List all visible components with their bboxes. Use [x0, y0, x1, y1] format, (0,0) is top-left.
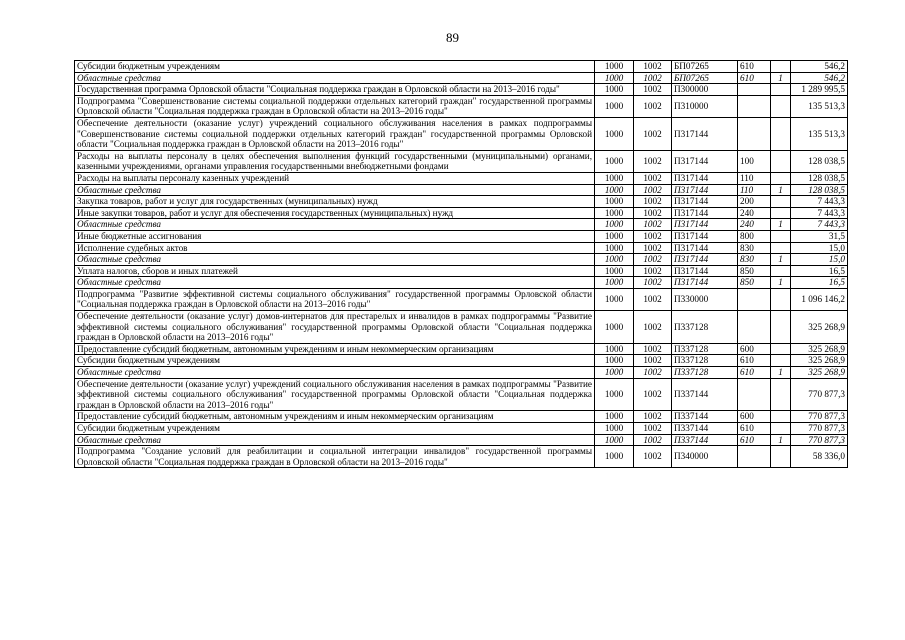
row-amount-cell: 770 877,3 [791, 378, 848, 411]
table-row [75, 95, 848, 117]
row-source-cell [771, 411, 791, 423]
row-source-cell [771, 311, 791, 344]
row-section-cell: 1000 [595, 172, 634, 184]
budget-table [74, 60, 848, 468]
row-section-cell: 1000 [595, 84, 634, 96]
table-row [75, 230, 848, 242]
row-target-cell: П300000 [672, 84, 738, 96]
row-type-cell: 240 [738, 207, 771, 219]
row-target-cell: БП07265 [672, 61, 738, 73]
row-type-cell: 610 [738, 423, 771, 435]
table-row [75, 355, 848, 367]
row-target-cell: П317144 [672, 196, 738, 208]
row-amount-cell: 325 268,9 [791, 367, 848, 379]
row-section-cell: 1000 [595, 61, 634, 73]
row-name-cell: Предоставление субсидий бюджетным, автономным учреждениям и иным некоммерческим организациям [75, 411, 595, 423]
row-subsection-cell: 1002 [634, 411, 672, 423]
row-source-cell: 1 [771, 219, 791, 231]
row-source-cell [771, 230, 791, 242]
row-subsection-cell: 1002 [634, 367, 672, 379]
row-name-cell: Областные средства [75, 367, 595, 379]
row-subsection-cell: 1002 [634, 277, 672, 289]
table-row [75, 343, 848, 355]
row-type-cell [738, 311, 771, 344]
row-subsection-cell: 1002 [634, 150, 672, 172]
row-source-cell: 1 [771, 72, 791, 84]
row-target-cell: БП07265 [672, 72, 738, 84]
row-type-cell: 830 [738, 242, 771, 254]
row-name-cell: Подпрограмма "Развитие эффективной системы социального обслуживания" государственной программы Орловской области "Социальная поддержка граждан в Орловской области на 2013–2016 годы" [75, 288, 595, 310]
row-target-cell: П337128 [672, 367, 738, 379]
row-name-cell: Областные средства [75, 434, 595, 446]
row-subsection-cell: 1002 [634, 265, 672, 277]
row-subsection-cell: 1002 [634, 184, 672, 196]
row-name-cell: Обеспечение деятельности (оказание услуг) учреждений социального обслуживания населения в рамках подпрограммы "Развитие эффективной системы социального обслуживания" государственной программы Орловской области "Социальная поддержка граждан в Орловской области на 2013–2016 годы" [75, 378, 595, 411]
row-type-cell [738, 288, 771, 310]
row-type-cell: 600 [738, 411, 771, 423]
row-name-cell: Иные бюджетные ассигнования [75, 230, 595, 242]
row-target-cell: П317144 [672, 277, 738, 289]
row-amount-cell: 15,0 [791, 242, 848, 254]
row-source-cell [771, 196, 791, 208]
row-type-cell [738, 378, 771, 411]
row-target-cell: П317144 [672, 265, 738, 277]
row-amount-cell: 128 038,5 [791, 172, 848, 184]
row-section-cell: 1000 [595, 343, 634, 355]
table-row [75, 117, 848, 150]
row-subsection-cell: 1002 [634, 434, 672, 446]
row-target-cell: П337144 [672, 378, 738, 411]
row-type-cell [738, 95, 771, 117]
row-source-cell: 1 [771, 254, 791, 266]
row-name-cell: Областные средства [75, 184, 595, 196]
row-target-cell: П310000 [672, 95, 738, 117]
row-target-cell: П317144 [672, 219, 738, 231]
row-section-cell: 1000 [595, 355, 634, 367]
row-section-cell: 1000 [595, 219, 634, 231]
row-target-cell: П337128 [672, 355, 738, 367]
row-target-cell: П337128 [672, 311, 738, 344]
row-type-cell: 800 [738, 230, 771, 242]
row-target-cell: П317144 [672, 172, 738, 184]
row-source-cell: 1 [771, 277, 791, 289]
row-name-cell: Субсидии бюджетным учреждениям [75, 61, 595, 73]
row-target-cell: П317144 [672, 150, 738, 172]
row-amount-cell: 135 513,3 [791, 95, 848, 117]
row-section-cell: 1000 [595, 446, 634, 468]
row-target-cell: П337144 [672, 411, 738, 423]
table-row [75, 288, 848, 310]
row-subsection-cell: 1002 [634, 230, 672, 242]
row-section-cell: 1000 [595, 367, 634, 379]
row-amount-cell: 31,5 [791, 230, 848, 242]
row-amount-cell: 770 877,3 [791, 434, 848, 446]
table-row [75, 172, 848, 184]
row-section-cell: 1000 [595, 423, 634, 435]
row-subsection-cell: 1002 [634, 242, 672, 254]
row-type-cell: 100 [738, 150, 771, 172]
row-section-cell: 1000 [595, 150, 634, 172]
row-name-cell: Закупка товаров, работ и услуг для государственных (муниципальных) нужд [75, 196, 595, 208]
row-section-cell: 1000 [595, 288, 634, 310]
row-type-cell: 610 [738, 367, 771, 379]
row-type-cell: 610 [738, 61, 771, 73]
row-subsection-cell: 1002 [634, 378, 672, 411]
row-amount-cell: 128 038,5 [791, 184, 848, 196]
row-source-cell: 1 [771, 184, 791, 196]
row-target-cell: П317144 [672, 184, 738, 196]
table-row [75, 196, 848, 208]
row-amount-cell: 128 038,5 [791, 150, 848, 172]
row-amount-cell: 16,5 [791, 277, 848, 289]
row-section-cell: 1000 [595, 311, 634, 344]
row-amount-cell: 325 268,9 [791, 355, 848, 367]
row-section-cell: 1000 [595, 411, 634, 423]
row-subsection-cell: 1002 [634, 61, 672, 73]
row-target-cell: П317144 [672, 117, 738, 150]
row-section-cell: 1000 [595, 277, 634, 289]
row-section-cell: 1000 [595, 265, 634, 277]
row-section-cell: 1000 [595, 117, 634, 150]
row-section-cell: 1000 [595, 207, 634, 219]
row-name-cell: Субсидии бюджетным учреждениям [75, 423, 595, 435]
table-row [75, 72, 848, 84]
row-target-cell: П317144 [672, 254, 738, 266]
table-row [75, 411, 848, 423]
table-row [75, 277, 848, 289]
row-subsection-cell: 1002 [634, 117, 672, 150]
table-row [75, 423, 848, 435]
row-subsection-cell: 1002 [634, 172, 672, 184]
row-section-cell: 1000 [595, 378, 634, 411]
row-target-cell: П317144 [672, 207, 738, 219]
row-target-cell: П340000 [672, 446, 738, 468]
row-name-cell: Иные закупки товаров, работ и услуг для обеспечения государственных (муниципальных) нужд [75, 207, 595, 219]
row-source-cell: 1 [771, 367, 791, 379]
row-subsection-cell: 1002 [634, 207, 672, 219]
row-name-cell: Субсидии бюджетным учреждениям [75, 355, 595, 367]
row-target-cell: П330000 [672, 288, 738, 310]
row-source-cell [771, 378, 791, 411]
row-source-cell [771, 242, 791, 254]
row-amount-cell: 325 268,9 [791, 311, 848, 344]
table-row [75, 265, 848, 277]
row-name-cell: Областные средства [75, 277, 595, 289]
row-type-cell: 240 [738, 219, 771, 231]
row-source-cell: 1 [771, 434, 791, 446]
row-type-cell: 600 [738, 343, 771, 355]
row-target-cell: П317144 [672, 242, 738, 254]
row-subsection-cell: 1002 [634, 288, 672, 310]
row-type-cell: 830 [738, 254, 771, 266]
row-subsection-cell: 1002 [634, 423, 672, 435]
row-type-cell: 200 [738, 196, 771, 208]
row-amount-cell: 1 096 146,2 [791, 288, 848, 310]
table-row [75, 61, 848, 73]
table-row [75, 446, 848, 468]
row-subsection-cell: 1002 [634, 446, 672, 468]
row-name-cell: Предоставление субсидий бюджетным, автономным учреждениям и иным некоммерческим организациям [75, 343, 595, 355]
row-type-cell: 610 [738, 72, 771, 84]
row-amount-cell: 546,2 [791, 61, 848, 73]
row-subsection-cell: 1002 [634, 343, 672, 355]
row-type-cell [738, 84, 771, 96]
table-row [75, 254, 848, 266]
row-section-cell: 1000 [595, 196, 634, 208]
row-source-cell [771, 207, 791, 219]
row-amount-cell: 15,0 [791, 254, 848, 266]
row-amount-cell: 16,5 [791, 265, 848, 277]
row-section-cell: 1000 [595, 95, 634, 117]
row-name-cell: Обеспечение деятельности (оказание услуг) учреждений социального обслуживания населения в рамках подпрограммы "Совершенствование системы социальной поддержки отдельных категорий граждан" государственной программы Орловской области "Социальная поддержка граждан в Орловской области на 2013–2016 годы" [75, 117, 595, 150]
row-type-cell [738, 117, 771, 150]
table-row [75, 242, 848, 254]
row-section-cell: 1000 [595, 230, 634, 242]
row-amount-cell: 770 877,3 [791, 411, 848, 423]
row-section-cell: 1000 [595, 434, 634, 446]
table-row [75, 367, 848, 379]
row-amount-cell: 135 513,3 [791, 117, 848, 150]
row-subsection-cell: 1002 [634, 219, 672, 231]
row-section-cell: 1000 [595, 242, 634, 254]
row-subsection-cell: 1002 [634, 254, 672, 266]
row-source-cell [771, 117, 791, 150]
table-row [75, 84, 848, 96]
row-name-cell: Подпрограмма "Создание условий для реабилитации и социальной интеграции инвалидов" государственной программы Орловской области "Социальная поддержка граждан в Орловской области на 2013–2016 годы" [75, 446, 595, 468]
row-name-cell: Расходы на выплаты персоналу казенных учреждений [75, 172, 595, 184]
row-name-cell: Областные средства [75, 254, 595, 266]
row-subsection-cell: 1002 [634, 196, 672, 208]
row-source-cell [771, 61, 791, 73]
row-section-cell: 1000 [595, 72, 634, 84]
row-source-cell [771, 423, 791, 435]
row-name-cell: Исполнение судебных актов [75, 242, 595, 254]
row-name-cell: Обеспечение деятельности (оказание услуг) домов-интернатов для престарелых и инвалидов в рамках подпрограммы "Развитие эффективной системы социального обслуживания" государственной программы Орловской области "Социальная поддержка граждан в Орловской области на 2013–2016 годы" [75, 311, 595, 344]
row-target-cell: П337144 [672, 434, 738, 446]
row-section-cell: 1000 [595, 254, 634, 266]
row-amount-cell: 546,2 [791, 72, 848, 84]
row-source-cell [771, 343, 791, 355]
row-amount-cell: 7 443,3 [791, 196, 848, 208]
row-source-cell [771, 84, 791, 96]
row-subsection-cell: 1002 [634, 355, 672, 367]
row-name-cell: Подпрограмма "Совершенствование системы социальной поддержки отдельных категорий граждан" государственной программы Орловской области "Социальная поддержка граждан в Орловской области на 2013–2016 годы" [75, 95, 595, 117]
row-name-cell: Уплата налогов, сборов и иных платежей [75, 265, 595, 277]
row-type-cell: 110 [738, 172, 771, 184]
row-section-cell: 1000 [595, 184, 634, 196]
row-name-cell: Областные средства [75, 219, 595, 231]
row-name-cell: Областные средства [75, 72, 595, 84]
row-source-cell [771, 355, 791, 367]
row-subsection-cell: 1002 [634, 72, 672, 84]
row-target-cell: П317144 [672, 230, 738, 242]
row-type-cell: 610 [738, 434, 771, 446]
table-row [75, 219, 848, 231]
row-target-cell: П337144 [672, 423, 738, 435]
table-row [75, 311, 848, 344]
row-source-cell [771, 288, 791, 310]
row-amount-cell: 325 268,9 [791, 343, 848, 355]
row-type-cell: 610 [738, 355, 771, 367]
table-row [75, 207, 848, 219]
row-amount-cell: 770 877,3 [791, 423, 848, 435]
table-row [75, 434, 848, 446]
row-amount-cell: 1 289 995,5 [791, 84, 848, 96]
row-type-cell: 850 [738, 277, 771, 289]
row-subsection-cell: 1002 [634, 84, 672, 96]
page-number: 89 [446, 30, 459, 45]
row-target-cell: П337128 [672, 343, 738, 355]
row-amount-cell: 7 443,3 [791, 207, 848, 219]
row-source-cell [771, 150, 791, 172]
row-type-cell: 850 [738, 265, 771, 277]
row-source-cell [771, 265, 791, 277]
row-amount-cell: 7 443,3 [791, 219, 848, 231]
row-subsection-cell: 1002 [634, 311, 672, 344]
table-row [75, 184, 848, 196]
row-subsection-cell: 1002 [634, 95, 672, 117]
row-source-cell [771, 95, 791, 117]
budget-table-body [75, 61, 848, 468]
table-row [75, 378, 848, 411]
table-row [75, 150, 848, 172]
row-source-cell [771, 446, 791, 468]
row-name-cell: Государственная программа Орловской области "Социальная поддержка граждан в Орловской области на 2013–2016 годы" [75, 84, 595, 96]
row-type-cell [738, 446, 771, 468]
row-type-cell: 110 [738, 184, 771, 196]
row-source-cell [771, 172, 791, 184]
row-amount-cell: 58 336,0 [791, 446, 848, 468]
row-name-cell: Расходы на выплаты персоналу в целях обеспечения выполнения функций государственными (муниципальными) органами, казенными учреждениями, органами управления государственными внебюджетными фондами [75, 150, 595, 172]
